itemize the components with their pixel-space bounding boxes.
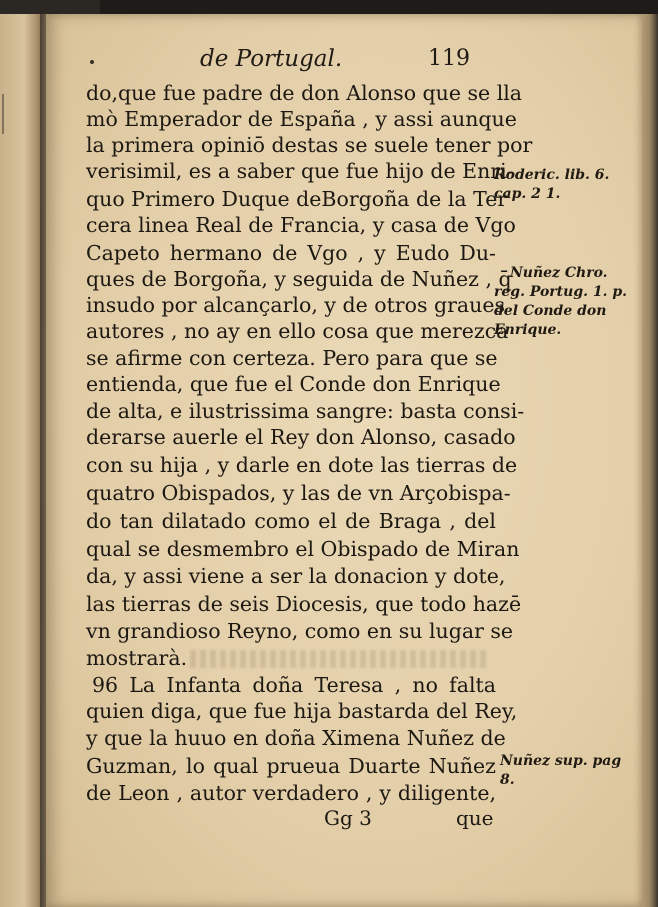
margin-note-nunez-chro [494,264,627,340]
margin-note-nunez-sup [500,752,621,790]
margin-note-roderic [494,166,609,204]
text-line: entienda, que fue el Conde don Enrique [86,372,501,396]
text-line: derarse auerle el Rey don Alonso, casado [86,425,516,449]
text-line: autores , no ay en ello cosa que merezca [86,319,509,343]
text-line: da, y assi viene a ser la donacion y dote, [86,564,506,588]
text-line: de alta, e ilustrissima sangre: basta consi- [86,399,525,423]
text-line: con su hija , y darle en dote las tierras de [86,453,518,477]
text-line: quo Primero Duque deBorgoña de la Ter [86,187,508,211]
margin-note-line: del Conde don [494,303,607,319]
margin-note-line: Nuñez Chro. [510,265,608,281]
margin-note-line: cap. 2 1. [494,186,561,202]
text-line: las tierras de seis Diocesis, que todo hazē [86,592,522,616]
signature-mark: Gg 3 [324,806,372,830]
show-through-text [190,650,490,668]
page-number: 119 [428,46,470,71]
margin-note-line: Enrique. [494,322,562,338]
text-line: cera linea Real de Francia, y casa de Vgo [86,213,516,237]
text-line: insudo por alcançarlo, y de otros graues [86,293,505,317]
text-line: vn grandioso Reyno, como en su lugar se [86,619,514,643]
facing-page-edge [0,14,44,907]
ink-speck [90,60,94,64]
text-line: de Leon , autor verdadero , y diligente, [86,781,496,805]
text-line: verisimil, es a saber que fue hijo de Enri- [86,159,514,183]
text-line: Capeto hermano de Vgo , y Eudo Du- [86,241,496,265]
text-line: qual se desmembro el Obispado de Miran [86,537,520,561]
text-line: se afirme con certeza. Pero para que se [86,346,498,370]
text-line: quien diga, que fue hija bastarda del Rey, [86,699,518,723]
text-line: Guzman, lo qual prueua Duarte Nuñez [86,754,496,778]
running-head: de Portugal. [200,46,343,72]
text-line: do tan dilatado como el de Braga , del [86,509,496,533]
margin-note-line: Roderic. lib. 6. [494,167,610,183]
text-line: mostrarà. [86,646,188,670]
margin-note-line: 8. [500,772,515,788]
paragraph-number-line: 96 La Infanta doña Teresa , no falta [92,673,496,697]
facing-page-marks [2,94,12,134]
text-line: y que la huuo en doña Ximena Nuñez de [86,726,506,750]
catchword: que [456,806,494,830]
margin-note-line: reg. Portug. 1. p. [494,284,628,300]
text-line: do,que fue padre de don Alonso que se lla [86,81,523,105]
text-line: la primera opiniō destas se suele tener por [86,133,533,157]
text-line: quatro Obispados, y las de vn Arçobispa- [86,481,511,505]
margin-note-line: Nuñez sup. pag [500,753,622,769]
text-line: mò Emperador de España , y assi aunque [86,107,517,131]
text-line: ques de Borgoña, y seguida de Nuñez , q̄ [86,267,512,291]
